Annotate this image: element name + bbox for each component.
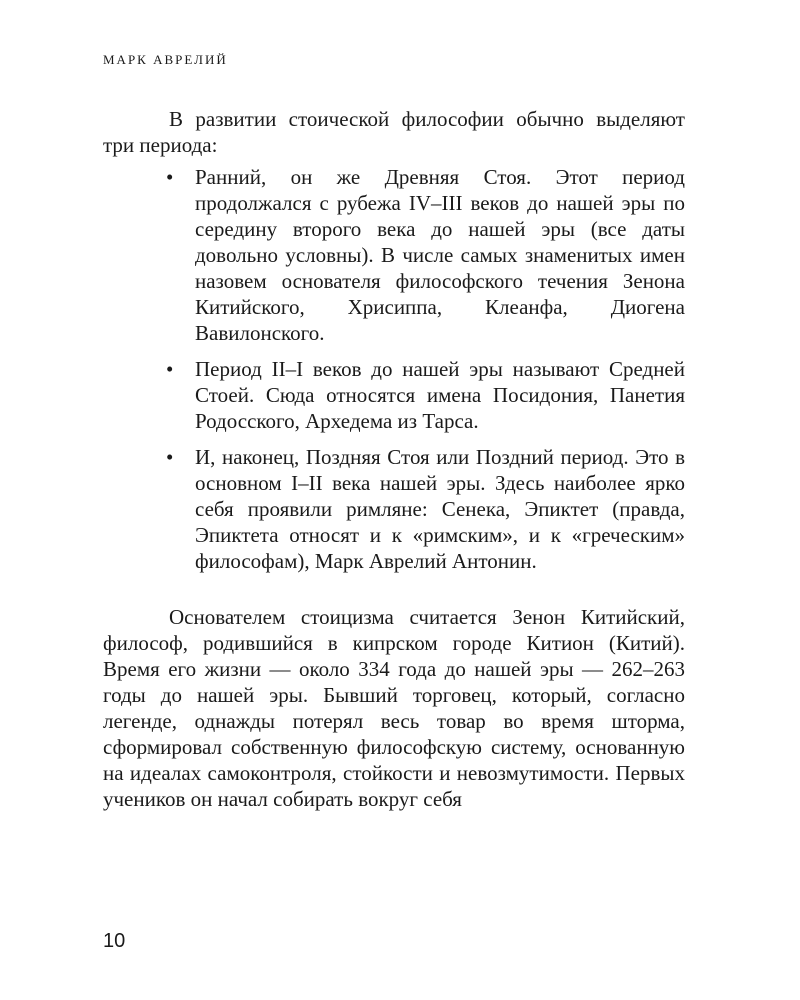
periods-list: [103, 164, 685, 574]
page-body: [103, 106, 685, 812]
page-number: 10: [103, 930, 126, 952]
list-item-text: Период II–I веков до нашей эры называют Средней Стоей. Сюда относятся имена Посидония, Панетия Родосского, Архедема из Тарса.: [195, 357, 685, 433]
bullet-icon: •: [166, 165, 174, 189]
list-item-text: И, наконец, Поздняя Стоя или Поздний период. Это в основном I–II века нашей эры. Здесь наиболее ярко себя проявили римляне: Сенека, Эпиктет (правда, Эпиктета относят и к «римским», и к «греческим» философам), Марк Аврелий Антонин.: [195, 445, 685, 573]
intro-paragraph: В развитии стоической философии обычно выделяют три периода:: [103, 107, 685, 157]
list-item: [103, 356, 685, 434]
list-item: [103, 164, 685, 346]
main-paragraph: Основателем стоицизма считается Зенон Китийский, философ, родившийся в кипрском городе Китион (Китий). Время его жизни — около 334 года до нашей эры — 262–263 годы до нашей эры. Бывший торговец, который, согласно легенде, однажды потерял весь товар во время шторма, сформировал собственную философскую систему, основанную на идеалах самоконтроля, стойкости и невозмутимости. Первых учеников он начал собирать вокруг себя: [103, 605, 685, 811]
list-item-text: Ранний, он же Древняя Стоя. Этот период продолжался с рубежа IV–III веков до нашей эры по середину второго века до нашей эры (все даты довольно условны). В числе самых знаменитых имен назовем основателя философского течения Зенона Китийского, Хрисиппа, Клеанфа, Диогена Вавилонского.: [195, 165, 685, 345]
running-header: МАРК АВРЕЛИЙ: [103, 52, 228, 67]
bullet-icon: •: [166, 357, 174, 381]
bullet-icon: •: [166, 445, 174, 469]
list-item: [103, 444, 685, 574]
